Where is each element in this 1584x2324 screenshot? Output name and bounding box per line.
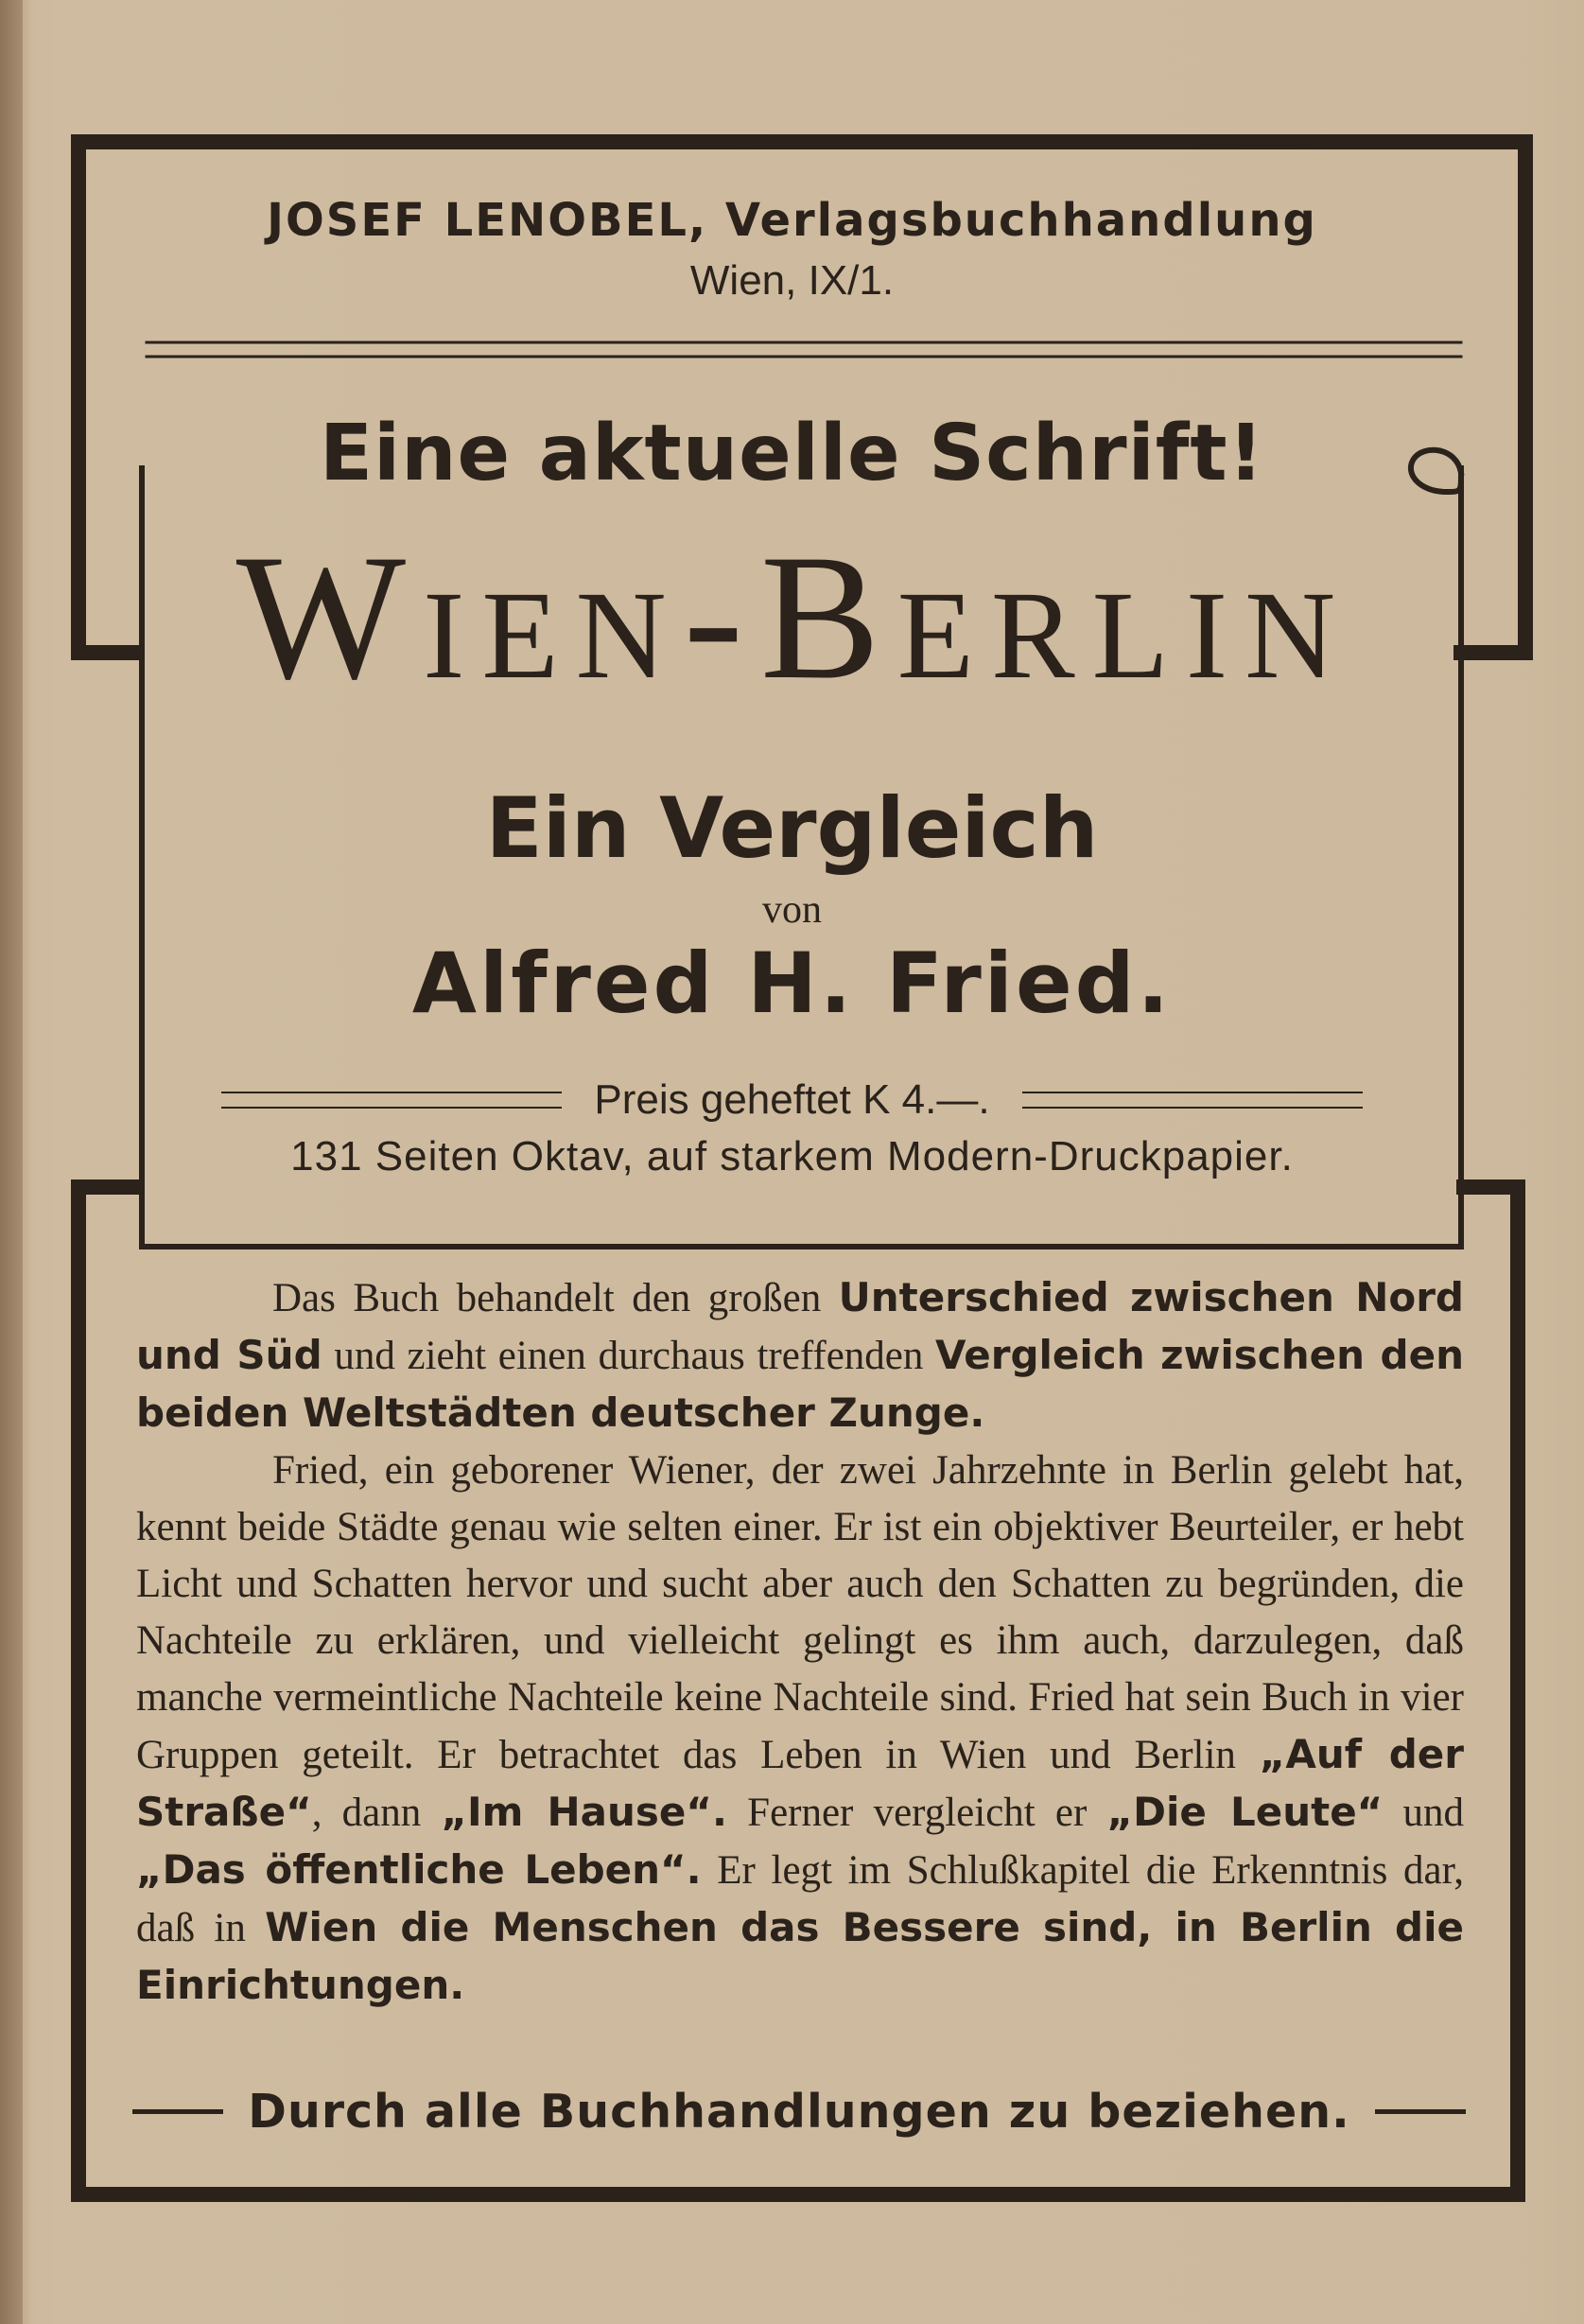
description-p1-segment: Das Buch behandelt den großen — [272, 1276, 839, 1320]
description-paragraph-1 — [136, 1269, 1464, 1442]
description-p2-segment: „Die Leute“ — [1106, 1789, 1384, 1835]
footer — [132, 2085, 1466, 2139]
description-p2-segment: „Das öffentliche Leben“. — [136, 1846, 702, 1893]
page-info: 131 Seiten Oktav, auf starkem Modern-Druckpapier. — [290, 1133, 1294, 1179]
description-text — [136, 1269, 1464, 2015]
footer-dash-left — [132, 2109, 223, 2114]
book-subtitle: Ein Vergleich — [485, 779, 1099, 877]
double-rule-right — [1022, 1092, 1363, 1109]
price-row — [0, 1075, 1584, 1131]
publisher-city: Wien, IX/1. — [689, 257, 895, 304]
description-p2-segment: , dann — [311, 1791, 442, 1835]
description-p1-segment: Unterschied zwischen Nord und Süd — [136, 1274, 1465, 1378]
description-p2-segment: Er legt im Schlußkapitel die Erkenntnis dar, daß in — [136, 1848, 1464, 1950]
description-p2-segment: Fried, ein geborener Wiener, der zwei Jahrzehnte in Berlin gelebt hat, kennt beide Städte genau wie selten einer. Er ist ein objektiver Beurteiler, er hebt Licht und Schatten hervor und sucht aber auch den Schatten zu begründen, die Nachteile zu erklären, und vielleicht gelingt es ihm auch, darzulegen, daß manche vermeintliche Nachteile keine Nachteile sind. Fried hat sein Buch in vier Gruppen geteilt. Er betrachtet das Leben in Wien und Berlin — [136, 1448, 1464, 1777]
byline: von — [762, 888, 822, 932]
description-p2-segment: Wien die Menschen das Bessere sind, in Berlin die Einrichtungen. — [136, 1904, 1464, 2008]
price-text: Preis geheftet K 4.—. — [594, 1076, 990, 1124]
publisher-name: JOSEF LENOBEL, Verlagsbuchhandlung — [267, 194, 1317, 247]
book-title: Wien-Berlin — [235, 518, 1353, 717]
description-p1-segment: Vergleich zwischen den beiden Weltstädten deutscher Zunge. — [136, 1332, 1464, 1436]
footer-dash-right — [1375, 2109, 1466, 2114]
double-rule-left — [221, 1092, 562, 1109]
description-p1-segment: und zieht einen durchaus treffenden — [322, 1334, 936, 1378]
headline: Eine aktuelle Schrift! — [320, 409, 1264, 498]
description-p2-segment: „Im Hause“. — [441, 1789, 727, 1835]
description-paragraph-2 — [136, 1442, 1464, 2015]
footer-text: Durch alle Buchhandlungen zu beziehen. — [248, 2085, 1350, 2139]
description-p2-segment: Ferner vergleicht er — [726, 1791, 1107, 1835]
description-p2-segment: und — [1383, 1791, 1464, 1835]
author-name: Alfred H. Fried. — [411, 935, 1173, 1032]
description-p2-segment: „Auf der Straße“ — [136, 1731, 1465, 1835]
